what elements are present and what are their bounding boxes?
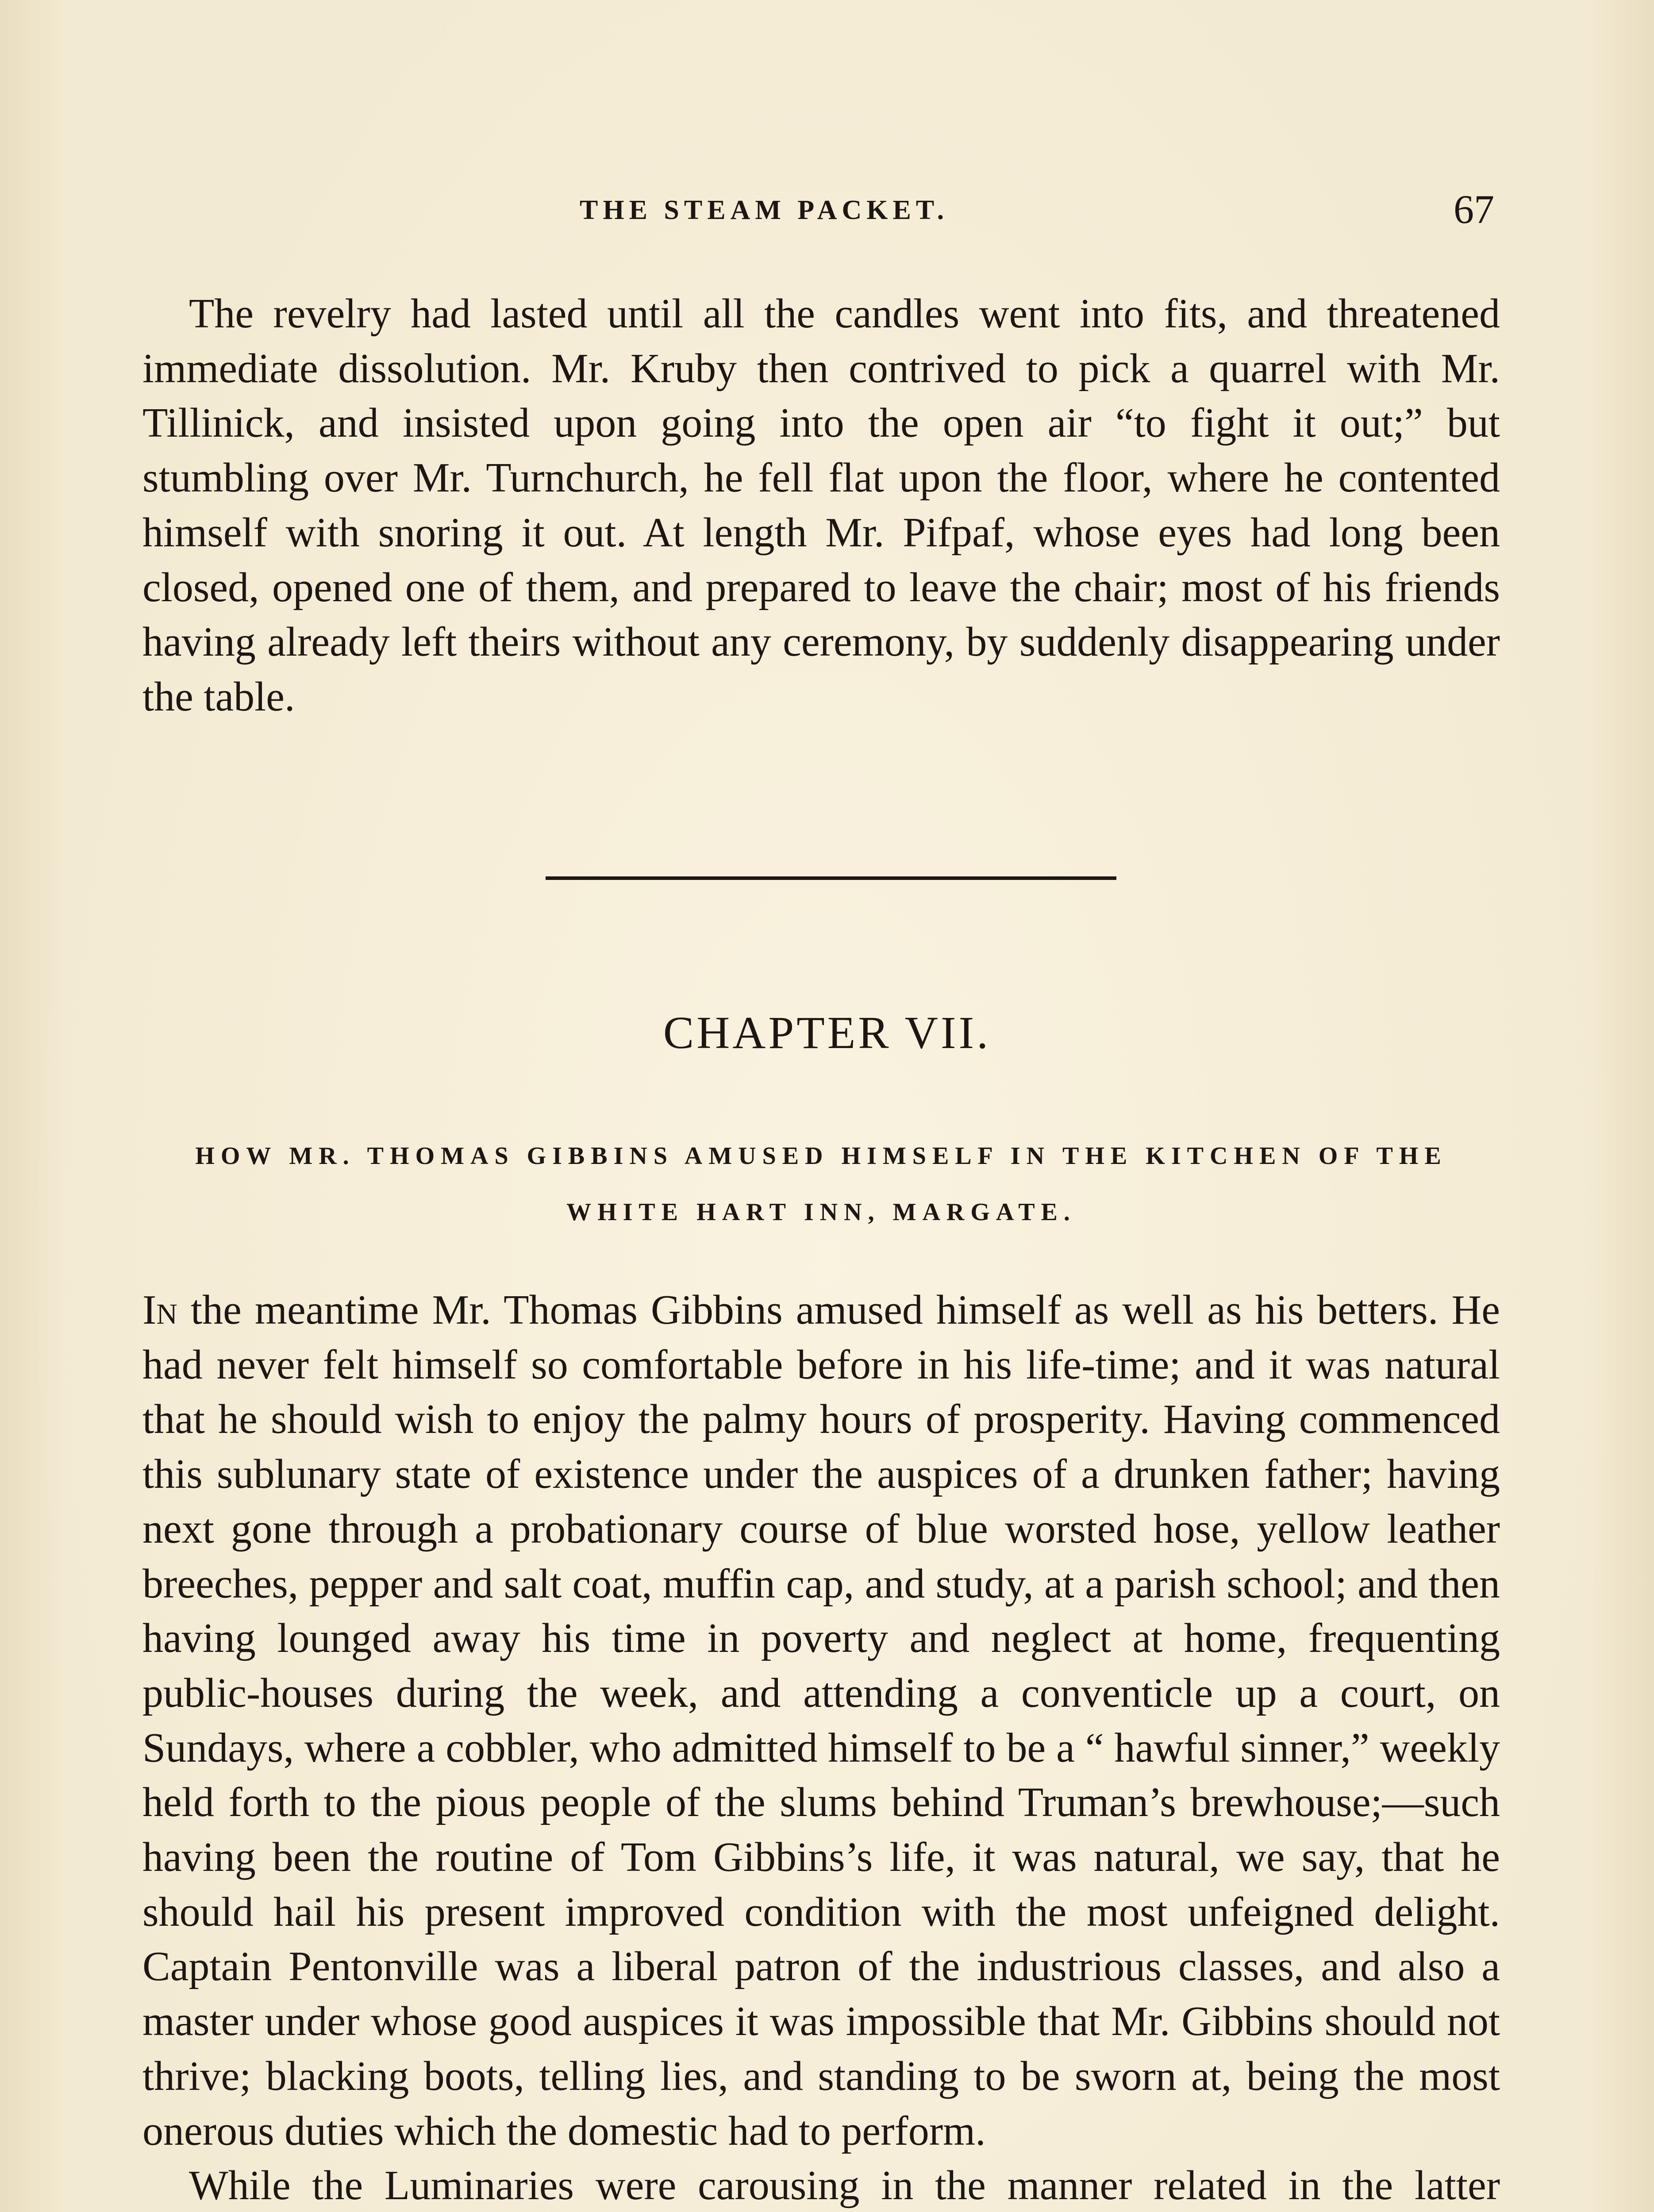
body-paragraph: While the Luminaries were carousing in the manner related in the latter (189, 2162, 1500, 2209)
page-number: 67 (1454, 187, 1494, 232)
closing-paragraph-block (142, 287, 1500, 725)
chapter-subtitle: HOW MR. THOMAS GIBBINS AMUSED HIMSELF IN THE KITCHEN OF THE WHITE HART INN, MARGATE. (195, 1142, 1447, 1226)
closing-paragraph: The revelry had lasted until all the candles went into fits, and threatened immediate dissolution. Mr. Kruby then contrived to pick a quarrel with Mr. Tillinick, and insisted upon going into the open air “to fight it out;” but stumbling over Mr. Turnchurch, he fell flat upon the floor, where he contented himself with snoring it out. At length Mr. Pifpaf, whose eyes had long been closed, opened one of them, and prepared to leave the chair; most of his friends having already left theirs without any ceremony, by suddenly disappearing under the table. (142, 291, 1500, 720)
section-divider (546, 876, 1116, 880)
running-head (0, 186, 1654, 239)
chapter-title: CHAPTER VII. (663, 1007, 991, 1058)
paragraph-text: the meantime Mr. Thomas Gibbins amused himself as well as his betters. He had never felt himself so comfortable before in his life-time; and it was natural that he should wish to enjoy the palmy hours of prosperity. Having commenced this sublunary state of existence under the auspices of a drunken father; having next gone through a probationary course of blue worsted hose, yellow leather breeches, pepper and salt coat, muffin cap, and study, at a parish school; and then having lounged away his time in poverty and neglect at home, frequenting public-houses during the week, and attending a conventicle up a court, on Sundays, where a cobbler, who admitted himself to be a “ hawful sinner,” weekly held forth to the pious people of the slums behind Truman’s brewhouse;—such having been the routine of Tom Gibbins’s life, it was natural, we say, that he should hail his present improved condition with the most unfeigned delight. Captain Pentonville was a liberal patron of the industrious classes, and also a master under whose good auspices it was impossible that Mr. Gibbins should not thrive; blacking boots, telling lies, and standing to be sworn at, being the most onerous duties which the domestic had to perform. (142, 1287, 1500, 2154)
body-paragraph (142, 1283, 1500, 2158)
paragraph-lead-word: In (142, 1287, 177, 1333)
chapter-body (142, 1283, 1500, 2212)
running-title: THE STEAM PACKET. (580, 195, 949, 225)
